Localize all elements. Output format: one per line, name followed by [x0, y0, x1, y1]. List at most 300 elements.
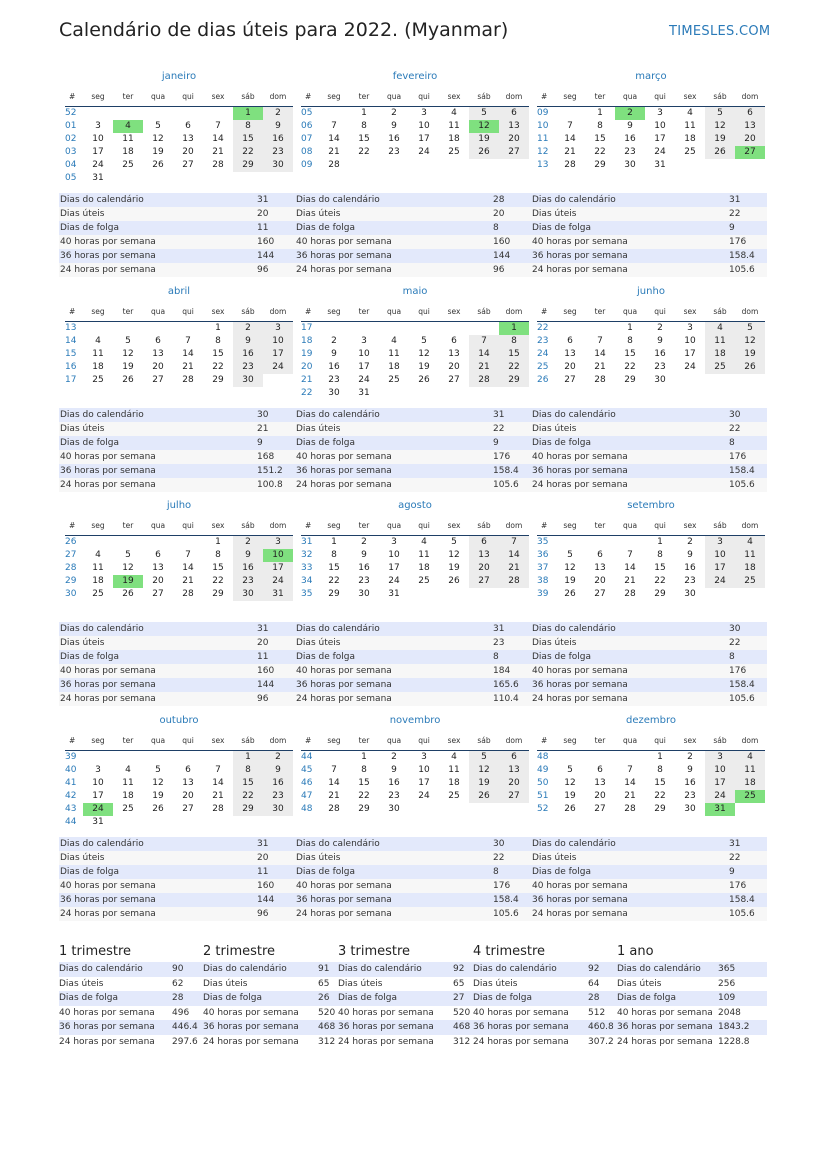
day-cell[interactable]: 24 [418, 791, 430, 801]
weekend-day-cell[interactable]: 14 [499, 549, 529, 562]
day-cell[interactable]: 21 [212, 147, 224, 157]
day-cell[interactable]: 19 [564, 576, 576, 586]
weekend-day-cell[interactable]: 20 [499, 133, 529, 146]
weekend-day-cell[interactable]: 5 [705, 107, 735, 120]
day-cell[interactable]: 21 [328, 791, 340, 801]
day-cell[interactable]: 22 [358, 147, 370, 157]
day-cell[interactable]: 30 [388, 804, 400, 814]
day-cell[interactable]: 24 [358, 375, 370, 385]
day-cell[interactable]: 12 [152, 134, 164, 144]
weekend-day-cell[interactable]: 5 [469, 107, 499, 120]
day-cell[interactable]: 12 [152, 778, 164, 788]
day-cell[interactable]: 20 [594, 576, 606, 586]
day-cell[interactable]: 17 [684, 349, 696, 359]
day-cell[interactable]: 11 [388, 349, 400, 359]
weekend-day-cell[interactable]: 23 [263, 146, 293, 159]
day-cell[interactable]: 16 [358, 563, 370, 573]
day-cell[interactable]: 14 [328, 134, 340, 144]
day-cell[interactable]: 18 [448, 134, 460, 144]
day-cell[interactable]: 14 [328, 778, 340, 788]
weekend-day-cell[interactable]: 2 [263, 107, 293, 120]
day-cell[interactable]: 3 [687, 323, 693, 333]
holiday-day-cell[interactable]: 31 [705, 803, 735, 816]
day-cell[interactable]: 12 [418, 349, 430, 359]
day-cell[interactable]: 23 [328, 375, 340, 385]
day-cell[interactable]: 27 [152, 589, 164, 599]
day-cell[interactable]: 14 [212, 778, 224, 788]
day-cell[interactable]: 12 [564, 778, 576, 788]
day-cell[interactable]: 5 [125, 550, 131, 560]
day-cell[interactable]: 3 [391, 537, 397, 547]
day-cell[interactable]: 17 [92, 147, 104, 157]
day-cell[interactable]: 16 [328, 362, 340, 372]
day-cell[interactable]: 2 [687, 752, 693, 762]
day-cell[interactable]: 9 [627, 121, 633, 131]
weekend-day-cell[interactable]: 15 [499, 348, 529, 361]
day-cell[interactable]: 2 [657, 323, 663, 333]
day-cell[interactable]: 18 [92, 362, 104, 372]
day-cell[interactable]: 13 [182, 778, 194, 788]
weekend-day-cell[interactable]: 22 [499, 361, 529, 374]
day-cell[interactable]: 5 [451, 537, 457, 547]
day-cell[interactable]: 24 [388, 576, 400, 586]
day-cell[interactable]: 28 [212, 160, 224, 170]
weekend-day-cell[interactable]: 22 [233, 790, 263, 803]
day-cell[interactable]: 19 [152, 147, 164, 157]
day-cell[interactable]: 6 [567, 336, 573, 346]
day-cell[interactable]: 27 [594, 804, 606, 814]
day-cell[interactable]: 23 [654, 362, 666, 372]
day-cell[interactable]: 27 [152, 375, 164, 385]
day-cell[interactable]: 27 [182, 804, 194, 814]
weekend-day-cell[interactable]: 8 [233, 764, 263, 777]
day-cell[interactable]: 26 [418, 375, 430, 385]
day-cell[interactable]: 24 [92, 160, 104, 170]
day-cell[interactable]: 11 [92, 563, 104, 573]
day-cell[interactable]: 17 [418, 778, 430, 788]
day-cell[interactable]: 10 [358, 349, 370, 359]
day-cell[interactable]: 1 [215, 323, 221, 333]
day-cell[interactable]: 11 [92, 349, 104, 359]
day-cell[interactable]: 10 [92, 134, 104, 144]
day-cell[interactable]: 11 [122, 134, 134, 144]
weekend-day-cell[interactable]: 21 [499, 562, 529, 575]
weekend-day-cell[interactable]: 5 [735, 322, 765, 335]
day-cell[interactable]: 9 [361, 550, 367, 560]
day-cell[interactable]: 20 [594, 791, 606, 801]
day-cell[interactable]: 28 [212, 804, 224, 814]
day-cell[interactable]: 23 [388, 791, 400, 801]
day-cell[interactable]: 4 [95, 550, 101, 560]
weekend-day-cell[interactable]: 13 [469, 549, 499, 562]
weekend-day-cell[interactable]: 29 [233, 159, 263, 172]
day-cell[interactable]: 1 [657, 752, 663, 762]
day-cell[interactable]: 9 [391, 121, 397, 131]
weekend-day-cell[interactable]: 30 [263, 159, 293, 172]
day-cell[interactable]: 10 [654, 121, 666, 131]
day-cell[interactable]: 1 [361, 108, 367, 118]
day-cell[interactable]: 9 [391, 765, 397, 775]
day-cell[interactable]: 21 [624, 576, 636, 586]
day-cell[interactable]: 4 [451, 108, 457, 118]
day-cell[interactable]: 6 [155, 550, 161, 560]
day-cell[interactable]: 25 [122, 160, 134, 170]
day-cell[interactable]: 16 [684, 563, 696, 573]
weekend-day-cell[interactable]: 23 [233, 575, 263, 588]
day-cell[interactable]: 8 [627, 336, 633, 346]
weekend-day-cell[interactable]: 19 [469, 777, 499, 790]
day-cell[interactable]: 6 [185, 765, 191, 775]
day-cell[interactable]: 24 [654, 147, 666, 157]
day-cell[interactable]: 14 [624, 778, 636, 788]
day-cell[interactable]: 22 [624, 362, 636, 372]
day-cell[interactable]: 7 [215, 121, 221, 131]
day-cell[interactable]: 8 [361, 765, 367, 775]
day-cell[interactable]: 15 [654, 778, 666, 788]
day-cell[interactable]: 11 [448, 121, 460, 131]
day-cell[interactable]: 21 [594, 362, 606, 372]
day-cell[interactable]: 4 [421, 537, 427, 547]
weekend-day-cell[interactable]: 18 [735, 777, 765, 790]
day-cell[interactable]: 1 [657, 537, 663, 547]
weekend-day-cell[interactable]: 4 [705, 322, 735, 335]
holiday-day-cell[interactable]: 12 [469, 120, 499, 133]
day-cell[interactable]: 26 [122, 589, 134, 599]
weekend-day-cell[interactable]: 6 [499, 751, 529, 764]
weekend-day-cell[interactable]: 26 [469, 790, 499, 803]
day-cell[interactable]: 21 [564, 147, 576, 157]
weekend-day-cell[interactable]: 16 [233, 562, 263, 575]
day-cell[interactable]: 15 [624, 349, 636, 359]
weekend-day-cell[interactable]: 26 [469, 146, 499, 159]
day-cell[interactable]: 14 [624, 563, 636, 573]
day-cell[interactable]: 18 [92, 576, 104, 586]
weekend-day-cell[interactable]: 24 [705, 575, 735, 588]
day-cell[interactable]: 10 [418, 765, 430, 775]
day-cell[interactable]: 11 [448, 765, 460, 775]
day-cell[interactable]: 16 [624, 134, 636, 144]
weekend-day-cell[interactable]: 19 [469, 133, 499, 146]
day-cell[interactable]: 29 [654, 589, 666, 599]
day-cell[interactable]: 22 [358, 791, 370, 801]
day-cell[interactable]: 24 [418, 147, 430, 157]
day-cell[interactable]: 6 [185, 121, 191, 131]
day-cell[interactable]: 21 [212, 791, 224, 801]
day-cell[interactable]: 28 [328, 804, 340, 814]
weekend-day-cell[interactable]: 27 [469, 575, 499, 588]
day-cell[interactable]: 15 [358, 778, 370, 788]
weekend-day-cell[interactable]: 18 [705, 348, 735, 361]
day-cell[interactable]: 31 [92, 173, 104, 183]
day-cell[interactable]: 22 [654, 791, 666, 801]
weekend-day-cell[interactable]: 9 [233, 549, 263, 562]
day-cell[interactable]: 24 [684, 362, 696, 372]
weekend-day-cell[interactable]: 24 [263, 361, 293, 374]
weekend-day-cell[interactable]: 28 [469, 374, 499, 387]
day-cell[interactable]: 25 [388, 375, 400, 385]
weekend-day-cell[interactable]: 24 [705, 790, 735, 803]
day-cell[interactable]: 5 [155, 765, 161, 775]
weekend-day-cell[interactable]: 12 [735, 335, 765, 348]
day-cell[interactable]: 26 [564, 589, 576, 599]
day-cell[interactable]: 8 [597, 121, 603, 131]
day-cell[interactable]: 13 [594, 563, 606, 573]
day-cell[interactable]: 19 [448, 563, 460, 573]
holiday-day-cell[interactable]: 10 [263, 549, 293, 562]
weekend-day-cell[interactable]: 3 [705, 751, 735, 764]
day-cell[interactable]: 27 [448, 375, 460, 385]
day-cell[interactable]: 13 [152, 563, 164, 573]
day-cell[interactable]: 5 [155, 121, 161, 131]
day-cell[interactable]: 15 [328, 563, 340, 573]
day-cell[interactable]: 12 [122, 563, 134, 573]
holiday-day-cell[interactable]: 25 [735, 790, 765, 803]
day-cell[interactable]: 12 [564, 563, 576, 573]
day-cell[interactable]: 8 [215, 550, 221, 560]
day-cell[interactable]: 19 [418, 362, 430, 372]
weekend-day-cell[interactable]: 19 [705, 133, 735, 146]
weekend-day-cell[interactable]: 23 [233, 361, 263, 374]
day-cell[interactable]: 1 [627, 323, 633, 333]
day-cell[interactable]: 13 [182, 134, 194, 144]
day-cell[interactable]: 10 [684, 336, 696, 346]
day-cell[interactable]: 28 [182, 375, 194, 385]
day-cell[interactable]: 28 [594, 375, 606, 385]
weekend-day-cell[interactable]: 1 [233, 751, 263, 764]
weekend-day-cell[interactable]: 3 [705, 536, 735, 549]
weekend-day-cell[interactable]: 8 [233, 120, 263, 133]
weekend-day-cell[interactable]: 30 [263, 803, 293, 816]
day-cell[interactable]: 27 [594, 589, 606, 599]
weekend-day-cell[interactable]: 4 [735, 751, 765, 764]
day-cell[interactable]: 13 [448, 349, 460, 359]
day-cell[interactable]: 13 [594, 778, 606, 788]
day-cell[interactable]: 27 [564, 375, 576, 385]
weekend-day-cell[interactable]: 18 [735, 562, 765, 575]
day-cell[interactable]: 29 [212, 375, 224, 385]
day-cell[interactable]: 21 [182, 362, 194, 372]
weekend-day-cell[interactable]: 8 [499, 335, 529, 348]
weekend-day-cell[interactable]: 6 [469, 536, 499, 549]
weekend-day-cell[interactable]: 9 [233, 335, 263, 348]
holiday-day-cell[interactable]: 2 [615, 107, 645, 120]
day-cell[interactable]: 14 [564, 134, 576, 144]
day-cell[interactable]: 29 [212, 589, 224, 599]
weekend-day-cell[interactable]: 26 [735, 361, 765, 374]
day-cell[interactable]: 19 [122, 362, 134, 372]
weekend-day-cell[interactable]: 22 [233, 146, 263, 159]
weekend-day-cell[interactable]: 16 [263, 777, 293, 790]
day-cell[interactable]: 27 [182, 160, 194, 170]
day-cell[interactable]: 28 [328, 160, 340, 170]
day-cell[interactable]: 2 [361, 537, 367, 547]
day-cell[interactable]: 29 [358, 804, 370, 814]
day-cell[interactable]: 12 [448, 550, 460, 560]
day-cell[interactable]: 30 [328, 388, 340, 398]
weekend-day-cell[interactable]: 5 [469, 751, 499, 764]
day-cell[interactable]: 20 [182, 147, 194, 157]
day-cell[interactable]: 8 [331, 550, 337, 560]
day-cell[interactable]: 14 [182, 349, 194, 359]
day-cell[interactable]: 4 [95, 336, 101, 346]
day-cell[interactable]: 28 [564, 160, 576, 170]
day-cell[interactable]: 15 [358, 134, 370, 144]
day-cell[interactable]: 7 [597, 336, 603, 346]
day-cell[interactable]: 14 [212, 134, 224, 144]
day-cell[interactable]: 26 [122, 375, 134, 385]
day-cell[interactable]: 31 [358, 388, 370, 398]
day-cell[interactable]: 26 [448, 576, 460, 586]
day-cell[interactable]: 25 [92, 589, 104, 599]
day-cell[interactable]: 17 [92, 791, 104, 801]
day-cell[interactable]: 5 [567, 550, 573, 560]
day-cell[interactable]: 31 [92, 817, 104, 827]
holiday-day-cell[interactable]: 1 [233, 107, 263, 120]
day-cell[interactable]: 7 [627, 550, 633, 560]
weekend-day-cell[interactable]: 23 [263, 790, 293, 803]
day-cell[interactable]: 7 [331, 121, 337, 131]
day-cell[interactable]: 17 [388, 563, 400, 573]
day-cell[interactable]: 4 [687, 108, 693, 118]
weekend-day-cell[interactable]: 13 [499, 764, 529, 777]
day-cell[interactable]: 20 [564, 362, 576, 372]
weekend-day-cell[interactable]: 6 [735, 107, 765, 120]
weekend-day-cell[interactable]: 17 [705, 562, 735, 575]
day-cell[interactable]: 23 [358, 576, 370, 586]
day-cell[interactable]: 22 [654, 576, 666, 586]
day-cell[interactable]: 11 [122, 778, 134, 788]
day-cell[interactable]: 30 [358, 589, 370, 599]
day-cell[interactable]: 3 [361, 336, 367, 346]
weekend-day-cell[interactable]: 27 [499, 146, 529, 159]
weekend-day-cell[interactable]: 13 [499, 120, 529, 133]
day-cell[interactable]: 6 [451, 336, 457, 346]
day-cell[interactable]: 5 [421, 336, 427, 346]
day-cell[interactable]: 16 [654, 349, 666, 359]
weekend-day-cell[interactable]: 28 [499, 575, 529, 588]
weekend-day-cell[interactable]: 6 [499, 107, 529, 120]
day-cell[interactable]: 5 [125, 336, 131, 346]
weekend-day-cell[interactable]: 17 [705, 777, 735, 790]
weekend-day-cell[interactable]: 11 [735, 549, 765, 562]
day-cell[interactable]: 12 [122, 349, 134, 359]
weekend-day-cell[interactable]: 30 [233, 374, 263, 387]
weekend-day-cell[interactable]: 16 [263, 133, 293, 146]
day-cell[interactable]: 14 [182, 563, 194, 573]
weekend-day-cell[interactable]: 10 [705, 764, 735, 777]
weekend-day-cell[interactable]: 9 [263, 764, 293, 777]
day-cell[interactable]: 9 [657, 336, 663, 346]
holiday-day-cell[interactable]: 1 [499, 322, 529, 335]
day-cell[interactable]: 29 [594, 160, 606, 170]
day-cell[interactable]: 4 [125, 765, 131, 775]
day-cell[interactable]: 22 [328, 576, 340, 586]
weekend-day-cell[interactable]: 29 [233, 803, 263, 816]
day-cell[interactable]: 20 [182, 791, 194, 801]
weekend-day-cell[interactable]: 25 [735, 575, 765, 588]
day-cell[interactable]: 18 [684, 134, 696, 144]
day-cell[interactable]: 13 [564, 349, 576, 359]
weekend-day-cell[interactable]: 11 [735, 764, 765, 777]
weekend-day-cell[interactable]: 7 [499, 536, 529, 549]
weekend-day-cell[interactable]: 12 [469, 764, 499, 777]
day-cell[interactable]: 20 [152, 362, 164, 372]
day-cell[interactable]: 26 [152, 804, 164, 814]
weekend-day-cell[interactable]: 2 [263, 751, 293, 764]
weekend-day-cell[interactable]: 31 [263, 588, 293, 601]
weekend-day-cell[interactable]: 3 [263, 536, 293, 549]
day-cell[interactable]: 18 [122, 791, 134, 801]
day-cell[interactable]: 3 [421, 752, 427, 762]
day-cell[interactable]: 18 [388, 362, 400, 372]
day-cell[interactable]: 3 [657, 108, 663, 118]
day-cell[interactable]: 21 [328, 147, 340, 157]
day-cell[interactable]: 7 [185, 336, 191, 346]
day-cell[interactable]: 2 [331, 336, 337, 346]
day-cell[interactable]: 16 [388, 134, 400, 144]
day-cell[interactable]: 23 [624, 147, 636, 157]
day-cell[interactable]: 7 [185, 550, 191, 560]
weekend-day-cell[interactable]: 10 [705, 549, 735, 562]
weekend-day-cell[interactable]: 17 [263, 348, 293, 361]
day-cell[interactable]: 25 [448, 791, 460, 801]
day-cell[interactable]: 26 [564, 804, 576, 814]
day-cell[interactable]: 26 [152, 160, 164, 170]
day-cell[interactable]: 21 [624, 791, 636, 801]
day-cell[interactable]: 23 [684, 576, 696, 586]
day-cell[interactable]: 25 [448, 147, 460, 157]
day-cell[interactable]: 22 [594, 147, 606, 157]
day-cell[interactable]: 7 [215, 765, 221, 775]
day-cell[interactable]: 18 [418, 563, 430, 573]
weekend-day-cell[interactable]: 20 [469, 562, 499, 575]
day-cell[interactable]: 15 [212, 349, 224, 359]
day-cell[interactable]: 20 [152, 576, 164, 586]
weekend-day-cell[interactable]: 7 [469, 335, 499, 348]
day-cell[interactable]: 11 [418, 550, 430, 560]
day-cell[interactable]: 30 [624, 160, 636, 170]
day-cell[interactable]: 30 [684, 589, 696, 599]
weekend-day-cell[interactable]: 3 [263, 322, 293, 335]
day-cell[interactable]: 1 [597, 108, 603, 118]
day-cell[interactable]: 3 [95, 765, 101, 775]
weekend-day-cell[interactable]: 14 [469, 348, 499, 361]
day-cell[interactable]: 15 [654, 563, 666, 573]
weekend-day-cell[interactable]: 15 [233, 777, 263, 790]
weekend-day-cell[interactable]: 19 [735, 348, 765, 361]
weekend-day-cell[interactable]: 10 [263, 335, 293, 348]
day-cell[interactable]: 9 [687, 550, 693, 560]
day-cell[interactable]: 28 [182, 589, 194, 599]
day-cell[interactable]: 30 [684, 804, 696, 814]
day-cell[interactable]: 19 [564, 791, 576, 801]
day-cell[interactable]: 17 [654, 134, 666, 144]
day-cell[interactable]: 15 [212, 563, 224, 573]
holiday-day-cell[interactable]: 19 [113, 575, 143, 588]
day-cell[interactable]: 11 [684, 121, 696, 131]
day-cell[interactable]: 2 [391, 752, 397, 762]
day-cell[interactable]: 15 [594, 134, 606, 144]
weekend-day-cell[interactable]: 26 [705, 146, 735, 159]
day-cell[interactable]: 9 [331, 349, 337, 359]
weekend-day-cell[interactable]: 15 [233, 133, 263, 146]
weekend-day-cell[interactable]: 24 [263, 575, 293, 588]
site-link[interactable]: TIMESLES.COM [669, 24, 771, 39]
weekend-day-cell[interactable]: 30 [233, 588, 263, 601]
weekend-day-cell[interactable]: 12 [705, 120, 735, 133]
day-cell[interactable]: 28 [624, 804, 636, 814]
day-cell[interactable]: 8 [657, 550, 663, 560]
